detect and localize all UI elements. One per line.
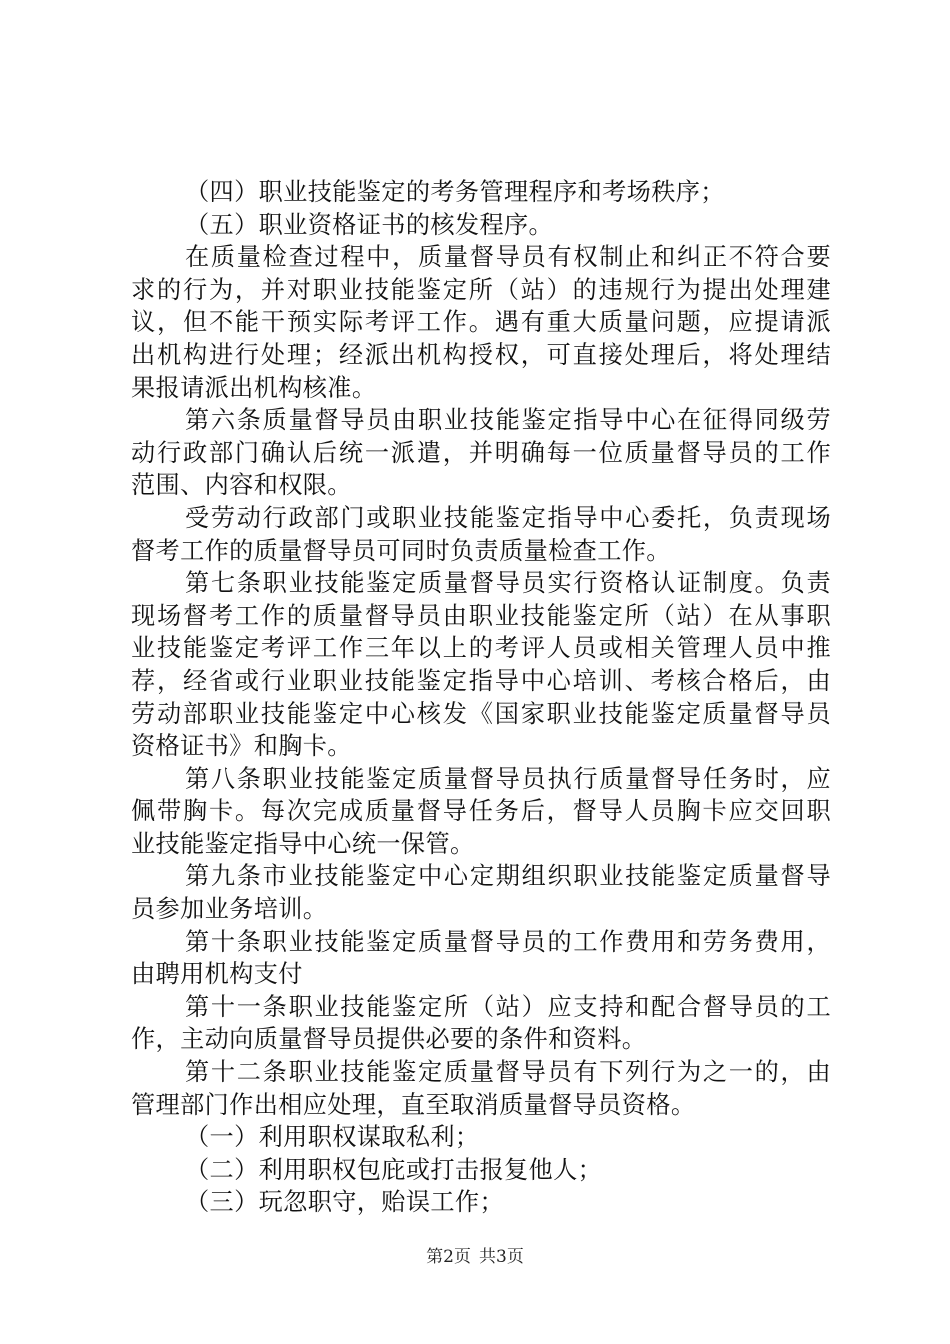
text-line: 佩带胸卡。每次完成质量督导任务后，督导人员胸卡应交回职 [131, 797, 831, 826]
text-line: 作，主动向质量督导员提供必要的条件和资料。 [131, 1025, 647, 1054]
text-line: 管理部门作出相应处理，直至取消质量督导员资格。 [131, 1090, 696, 1119]
text-line: （三）玩忽职守，贻误工作； [185, 1188, 504, 1217]
text-line: 议，但不能干预实际考评工作。遇有重大质量问题，应提请派 [131, 308, 831, 337]
text-line: （一）利用职权谋取私利； [185, 1123, 480, 1152]
text-line: 第六条质量督导员由职业技能鉴定指导中心在征得同级劳 [185, 406, 831, 435]
page-footer [0, 1242, 950, 1267]
text-line: 求的行为，并对职业技能鉴定所（站）的违规行为提出处理建 [131, 275, 831, 304]
text-line: 范围、内容和权限。 [131, 471, 352, 500]
text-line: （二）利用职权包庇或打击报复他人； [185, 1155, 603, 1184]
text-line: 员参加业务培训。 [131, 895, 328, 924]
text-line: 第七条职业技能鉴定质量督导员实行资格认证制度。负责 [185, 569, 831, 598]
text-line: （四）职业技能鉴定的考务管理程序和考场秩序； [185, 178, 725, 206]
page-total: 共3页 [479, 1247, 524, 1267]
text-line: 第九条市业技能鉴定中心定期组织职业技能鉴定质量督导 [185, 862, 831, 891]
text-line: 出机构进行处理；经派出机构授权，可直接处理后，将处理结 [131, 340, 831, 369]
text-line: 第十二条职业技能鉴定质量督导员有下列行为之一的，由 [185, 1058, 831, 1087]
text-line: 在质量检查过程中，质量督导员有权制止和纠正不符合要 [185, 243, 831, 272]
text-line: 果报请派出机构核准。 [131, 373, 377, 402]
text-line: 业技能鉴定考评工作三年以上的考评人员或相关管理人员中推 [131, 634, 831, 663]
text-line: 现场督考工作的质量督导员由职业技能鉴定所（站）在从事职 [131, 601, 831, 630]
text-line: 第八条职业技能鉴定质量督导员执行质量督导任务时，应 [185, 764, 831, 793]
text-line: 动行政部门确认后统一派遣，并明确每一位质量督导员的工作 [131, 438, 831, 467]
page-number: 第2页 [426, 1247, 471, 1267]
text-line: 荐，经省或行业职业技能鉴定指导中心培训、考核合格后，由 [131, 666, 831, 695]
text-line: 资格证书》和胸卡。 [131, 732, 352, 761]
text-line: 业技能鉴定指导中心统一保管。 [131, 829, 475, 858]
text-line: 由聘用机构支付 [131, 960, 303, 989]
text-line: 受劳动行政部门或职业技能鉴定指导中心委托，负责现场 [185, 503, 831, 532]
document-body [131, 176, 831, 1219]
text-line: 第十一条职业技能鉴定所（站）应支持和配合督导员的工 [185, 992, 831, 1021]
text-line: 第十条职业技能鉴定质量督导员的工作费用和劳务费用， [185, 927, 831, 956]
text-line: （五）职业资格证书的核发程序。 [185, 210, 554, 239]
text-line: 督考工作的质量督导员可同时负责质量检查工作。 [131, 536, 671, 565]
text-line: 劳动部职业技能鉴定中心核发《国家职业技能鉴定质量督导员 [131, 699, 831, 728]
